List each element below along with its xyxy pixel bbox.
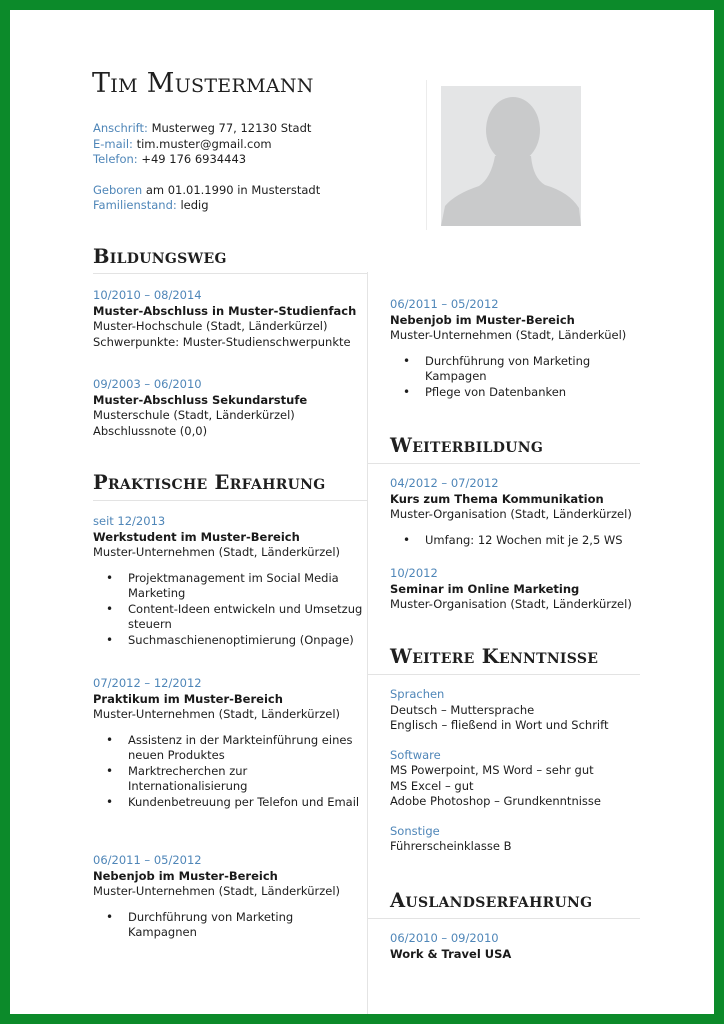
skills-rule (368, 674, 640, 675)
job-entry-continued (390, 297, 650, 400)
bullet-item: • Assistenz in der Markteinführung eines neuen Produktes (93, 733, 363, 764)
bullet-list (390, 533, 650, 549)
entry-line: Abschlussnote (0,0) (93, 423, 208, 438)
entry-date: 06/2010 – 09/2010 (390, 931, 499, 945)
experience-entry (93, 676, 363, 810)
entry-line: Muster-Unternehmen (Stadt, Länderküel) (390, 328, 627, 342)
profile-photo-placeholder (441, 86, 581, 226)
entry-title: Muster-Abschluss Sekundarstufe (93, 392, 308, 407)
bullet-list (93, 733, 363, 811)
bullet-item: • Durchführung von Marketing Kampagen (390, 354, 650, 385)
entry-date: 10/2010 – 08/2014 (93, 288, 202, 302)
skill-group-label: Sonstige (390, 823, 440, 838)
born-value: am 01.01.1990 in Musterstadt (145, 182, 321, 197)
bullet-list (93, 571, 363, 649)
entry-title: Nebenjob im Muster-Bereich (93, 868, 278, 883)
skill-item: Englisch – fließend in Wort und Schrift (390, 718, 609, 732)
entry-title: Seminar im Online Marketing (390, 581, 580, 596)
email-value: tim.muster@gmail.com (136, 136, 272, 151)
entry-title: Kurs zum Thema Kommunikation (390, 491, 604, 506)
family-label: Familienstand: (93, 198, 177, 212)
training-entry (390, 566, 650, 613)
cv-name: Tim Mustermann (92, 68, 314, 99)
skills-heading: Weitere Kenntnisse (390, 645, 599, 668)
bullet-list (93, 910, 363, 941)
address-value: Musterweg 77, 12130 Stadt (151, 121, 312, 135)
cv-page (10, 10, 714, 1014)
abroad-rule (368, 918, 640, 919)
bullet-item: • Suchmaschienenoptimierung (Onpage) (93, 633, 363, 649)
address-label: Anschrift: (93, 121, 148, 135)
entry-title: Werkstudent im Muster-Bereich (93, 529, 300, 544)
family-line (93, 198, 320, 214)
skill-item: Führerscheinklasse B (390, 839, 512, 853)
skill-item: MS Powerpoint, MS Word – sehr gut (390, 763, 594, 777)
entry-line: Musterschule (Stadt, Länderkürzel) (93, 408, 295, 422)
skills-block (390, 687, 650, 869)
entry-line: Muster-Unternehmen (Stadt, Länderkürzel) (93, 545, 341, 559)
entry-line: Muster-Organisation (Stadt, Länderkürzel) (390, 507, 632, 521)
entry-line: Muster-Hochschule (Stadt, Länderkürzel) (93, 319, 328, 333)
entry-title: Nebenjob im Muster-Bereich (390, 312, 575, 327)
experience-entry (93, 853, 363, 941)
phone-line (93, 152, 320, 168)
entry-title: Work & Travel USA (390, 946, 512, 961)
bullet-item: • Pflege von Datenbanken (390, 385, 650, 401)
bullet-list (390, 354, 650, 401)
entry-date: 06/2011 – 05/2012 (93, 853, 202, 867)
training-entry (390, 476, 650, 548)
education-entry (93, 288, 363, 350)
bullet-item: • Umfang: 12 Wochen mit je 2,5 WS (390, 533, 650, 549)
skill-item: Adobe Photoshop – Grundkenntnisse (390, 794, 601, 808)
entry-date: seit 12/2013 (93, 514, 166, 528)
skill-group-label: Software (390, 747, 441, 762)
entry-date: 04/2012 – 07/2012 (390, 476, 499, 490)
entry-date: 09/2003 – 06/2010 (93, 377, 202, 391)
experience-rule (93, 500, 367, 501)
entry-line: Muster-Organisation (Stadt, Länderkürzel) (390, 597, 632, 611)
education-entry (93, 377, 363, 439)
skill-group-languages (390, 687, 650, 734)
abroad-heading: Auslandserfahrung (390, 889, 593, 912)
born-label: Geboren (93, 182, 143, 197)
entry-line: Muster-Unternehmen (Stadt, Länderkürzel) (93, 884, 341, 898)
entry-title: Praktikum im Muster-Bereich (93, 691, 283, 706)
skill-item: MS Excel – gut (390, 778, 474, 793)
bullet-item: • Durchführung von Marketing Kampagnen (93, 910, 363, 941)
experience-heading: Praktische Erfahrung (93, 471, 326, 494)
skill-group-other (390, 824, 650, 855)
education-rule (93, 273, 367, 274)
born-line (93, 183, 320, 199)
person-silhouette-icon (441, 86, 581, 226)
entry-title: Muster-Abschluss in Muster-Studienfach (93, 303, 357, 318)
training-heading: Weiterbildung (390, 434, 544, 457)
training-rule (368, 463, 640, 464)
entry-date: 06/2011 – 05/2012 (390, 297, 499, 311)
bullet-item: • Projektmanagement im Social Media Marketing (93, 571, 363, 602)
family-value: ledig (180, 198, 209, 212)
abroad-entry (390, 931, 650, 962)
skill-item: Deutsch – Muttersprache (390, 702, 535, 717)
photo-frame (426, 80, 586, 230)
contact-block (93, 121, 320, 214)
bullet-item: • Kundenbetreuung per Telefon und Email (93, 795, 363, 811)
bullet-item: • Marktrecherchen zur Internationalisierung (93, 764, 363, 795)
phone-label: Telefon: (93, 152, 138, 166)
education-heading: Bildungsweg (93, 245, 227, 268)
email-line (93, 137, 320, 153)
bullet-item: • Content-Ideen entwickeln und Umsetzug steuern (93, 602, 363, 633)
entry-line: Schwerpunkte: Muster-Studienschwerpunkte (93, 334, 351, 349)
address-line (93, 121, 320, 137)
experience-entry (93, 514, 363, 648)
entry-date: 07/2012 – 12/2012 (93, 676, 202, 690)
email-label: E-mail: (93, 136, 133, 151)
entry-date: 10/2012 (390, 566, 438, 580)
column-divider (367, 272, 368, 1014)
phone-value: +49 176 6934443 (141, 152, 247, 166)
entry-line: Muster-Unternehmen (Stadt, Länderkürzel) (93, 707, 341, 721)
skill-group-label: Sprachen (390, 687, 445, 701)
skill-group-software (390, 748, 650, 810)
